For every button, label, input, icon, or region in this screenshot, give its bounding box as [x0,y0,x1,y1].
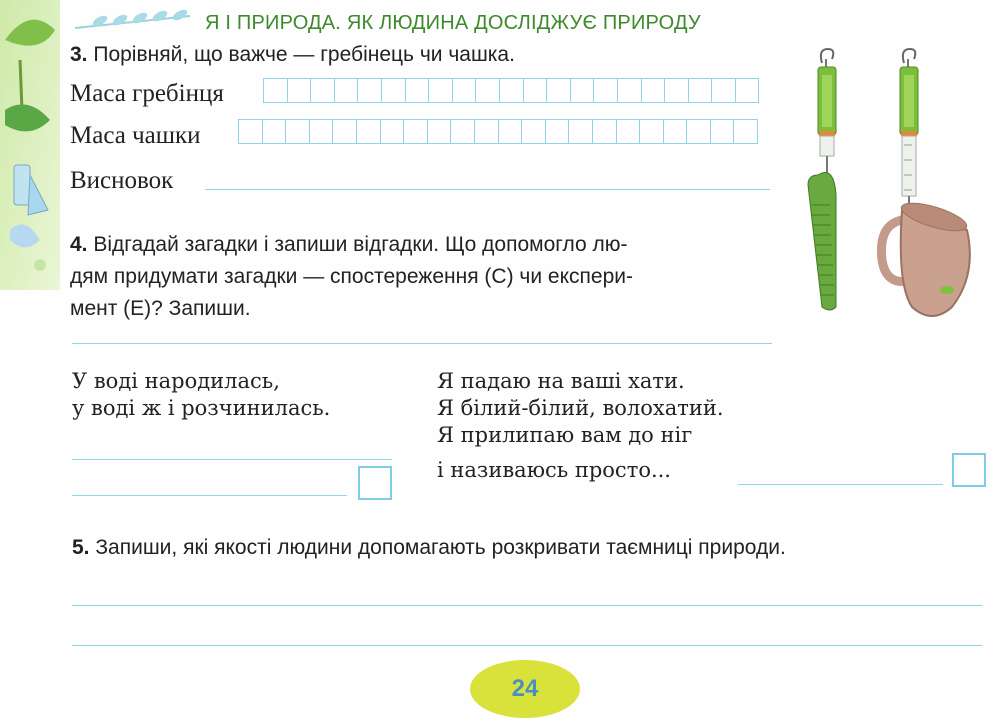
task4-line1-row [70,229,790,261]
conclusion-line[interactable] [205,189,770,190]
label-conclusion: Висновок [70,167,174,194]
label-cup-mass: Маса чашки [70,122,201,149]
task3-number: 3. [70,43,88,66]
riddle2-line4: і називаюсь просто... [437,458,671,482]
chapter-header: Я І ПРИРОДА. ЯК ЛЮДИНА ДОСЛІДЖУЄ ПРИРОДУ [205,12,701,34]
task5-text: Запиши, які якості людини допомагають розкривати таємниці природи. [95,536,786,559]
riddle-2 [437,368,724,484]
page-number: 24 [511,675,539,702]
riddle2-line2: Я білий-білий, волохатий. [437,396,724,420]
riddle1-answer-line-1[interactable] [72,459,392,460]
task4-line3: мент (Е)? Запиши. [70,297,251,320]
task4-line2: дям придумати загадки — спостереження (С) чи експери- [70,265,633,288]
task5-answer-line-1[interactable] [72,605,982,606]
margin-decoration [0,0,60,290]
riddle2-type-box[interactable] [952,453,986,487]
cup-mass-cells[interactable] [238,119,757,144]
riddle2-answer-line[interactable] [738,484,943,485]
riddle-1 [72,368,330,422]
task3-text: Порівняй, що важче — гребінець чи чашка. [93,43,515,66]
leaf-sprig-icon [70,8,200,36]
riddle1-answer-line-2[interactable] [72,495,347,496]
riddle1-line1: У воді народилась, [72,369,280,393]
riddle2-line3: Я прилипаю вам до ніг [437,423,693,447]
task5-number: 5. [72,536,90,559]
task4-answer-line[interactable] [72,343,772,344]
page-number-badge [470,660,580,718]
comb-mass-cells[interactable] [263,78,758,103]
riddle1-type-box[interactable] [358,466,392,500]
task5-answer-line-2[interactable] [72,645,982,646]
task5-heading [72,536,786,560]
riddle1-line2: у воді ж і розчинилась. [72,396,331,420]
task4-heading [70,229,790,325]
task4-number: 4. [70,233,88,256]
label-comb-mass: Маса гребінця [70,80,224,107]
task3-heading [70,43,515,67]
riddle2-line1: Я падаю на ваші хати. [437,369,685,393]
spring-scale-cup-illustration [872,45,982,330]
spring-scale-comb-illustration [800,45,860,315]
task4-line1: Відгадай загадки і запиши відгадки. Що допомогло лю- [93,233,628,256]
